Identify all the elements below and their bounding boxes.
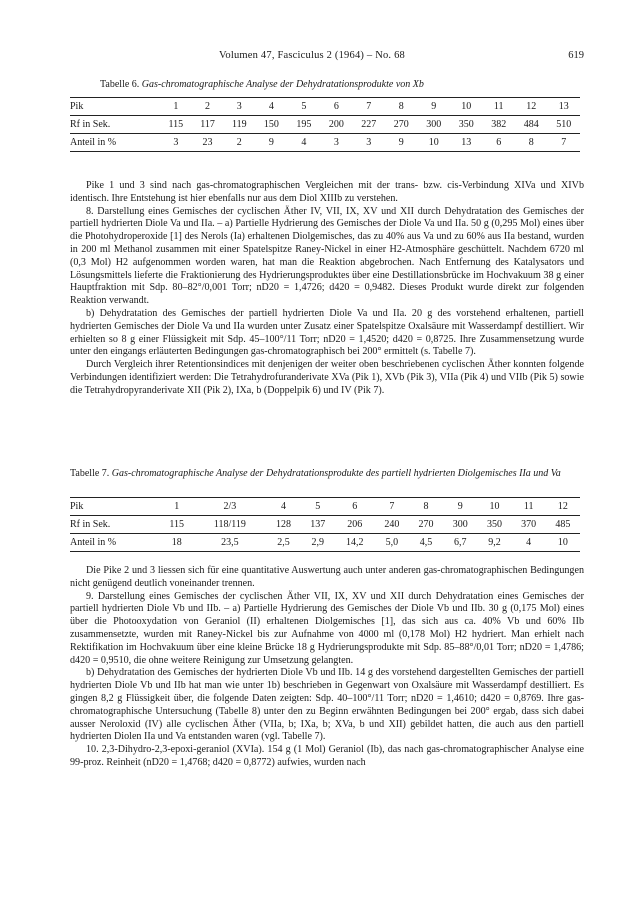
table-cell: 5 [301, 498, 335, 516]
table-cell: 6 [320, 98, 352, 116]
table-cell: 9 [255, 134, 287, 152]
row-label: Anteil in % [70, 134, 160, 152]
table-cell: 23 [192, 134, 224, 152]
table-cell: 270 [409, 516, 443, 534]
table7 [70, 497, 580, 552]
table7-caption-label: Tabelle 7. [70, 468, 110, 479]
table-cell: 10 [477, 498, 511, 516]
table-row [70, 498, 580, 516]
table-row [70, 534, 580, 552]
table-cell: 117 [192, 116, 224, 134]
paragraph-7: b) Dehydratation des Gemisches der hydrierten Diole Vb und IIb. 14 g des vorstehend dargestellten Gemisches der partiell hydrierten Diole Vb und IIb hat man wie unter 1b) beschrieben in Gegenwart von Oxalsäure mit Wasserdampf destilliert. Es gingen 8,2 g Flüssigkeit über, die folgende Daten zeigten: Sdp. 40–100°/11 Torr; nD20 = 1,4610; d420 = 0,8769. Ihre gas-chromatographische Untersuchung (Tabelle 8) unter den zu Beginn erwähnten Bedingungen bei 200° ergab, dass sich dabei ausser Neroloxid (IV) alle cyclischen Äther (VIIa, b; IXa, b; XVa, b und XII) gebildet hatten, die auch aus den partiell hydrierten Diolen IIa und Va entstanden waren (vgl. Tabelle 7). [70, 667, 584, 743]
table-cell: 300 [443, 516, 477, 534]
row-label: Anteil in % [70, 534, 160, 552]
table-cell: 9 [385, 134, 417, 152]
table-cell: 115 [160, 516, 193, 534]
table-cell: 485 [546, 516, 580, 534]
row-label: Rf in Sek. [70, 116, 160, 134]
table-cell: 7 [547, 134, 580, 152]
table-row [70, 134, 580, 152]
table-cell: 2/3 [193, 498, 266, 516]
table-cell: 10 [418, 134, 450, 152]
table-cell: 18 [160, 534, 193, 552]
table-cell: 227 [353, 116, 385, 134]
page-number: 619 [568, 50, 584, 61]
table-row [70, 516, 580, 534]
table-cell: 8 [515, 134, 547, 152]
table-cell: 13 [450, 134, 482, 152]
table-cell: 4 [266, 498, 300, 516]
table-cell: 382 [483, 116, 515, 134]
table-cell: 240 [375, 516, 409, 534]
table-cell: 8 [409, 498, 443, 516]
table6-caption [100, 78, 580, 91]
table-cell: 370 [512, 516, 546, 534]
table-cell: 3 [223, 98, 255, 116]
table-cell: 10 [546, 534, 580, 552]
table7-caption [70, 467, 584, 480]
table-cell: 7 [375, 498, 409, 516]
table-cell: 14,2 [335, 534, 375, 552]
table-cell: 195 [288, 116, 320, 134]
table-cell: 300 [418, 116, 450, 134]
table-cell: 270 [385, 116, 417, 134]
table-cell: 200 [320, 116, 352, 134]
table-cell: 12 [515, 98, 547, 116]
running-title: Volumen 47, Fasciculus 2 (1964) – No. 68 [218, 50, 405, 61]
table-cell: 11 [483, 98, 515, 116]
table-cell: 350 [477, 516, 511, 534]
paragraph-8: 10. 2,3-Dihydro-2,3-epoxi-geraniol (XVIa). 154 g (1 Mol) Geraniol (Ib), das nach gas-chromatographischer Analyse eine 99-proz. Reinheit (nD20 = 1,4768; d420 = 0,8772) aufwies, wurden nach [70, 744, 584, 768]
paragraph-2: 8. Darstellung eines Gemisches der cyclischen Äther IV, VII, IX, XV und XII durch Dehydratation des Gemisches der partiell hydrierten Diole Va und IIa. – a) Partielle Hydrierung des Gemisches der Diole Va und IIa. 50 g (0,295 Mol) eines über die Photohydroperoxide [1] des Nerols (Ia) erhaltenen Diolgemisches, das zu 40% aus Va und zu 60% aus IIa bestand, wurden in 200 ml Methanol zusammen mit einer Spatelspitze Raney-Nickel in einer H2-Atmosphäre geschüttelt. Nachdem 6720 ml (0,3 Mol) H2 aufgenommen worden waren, hat man die Reaktion abgebrochen. Nach Entfernung des Katalysators und Lösungsmittels lieferte die Fraktionierung des Hydrierungsproduktes über eine Destillationsbrücke im Hochvakuum 38 g einer Hauptfraktion mit Sdp. 80–82°/0,001 Torr; nD20 = 1,4726; d420 = 0,9482. Dieses Produkt wurde direkt zur folgenden Reaktion verwandt. [70, 205, 584, 307]
table-cell: 350 [450, 116, 482, 134]
body-block-2 [70, 565, 584, 770]
table-cell: 13 [547, 98, 580, 116]
table-cell: 12 [546, 498, 580, 516]
paragraph-6: 9. Darstellung eines Gemisches der cyclischen Äther VII, IX, XV und XII durch Dehydratation eines Gemisches der partiell hydrierten Diole Vb und IIb. – a) Partielle Hydrierung des Gemisches der Diole Vb und IIb. 30 g (0,175 Mol) eines über die Photooxydation von Geraniol (II) erhaltenen Diolgemisches [1], das sich aus ca. 40% Vb und 60% IIb zusammensetzte, wurden mit Raney-Nickel bis zur Aufnahme von 4000 ml (0,178 Mol) H2 hydriert. Man erhielt nach Rektifikation im Hochvakuum über eine kleine Brücke 18 g Hydrierungsprodukte mit Sdp. 85–88°/0,01 Torr; nD20 = 1,4786; d420 = 0,9510, die ohne weitere Reinigung zur Umsetzung gelangten. [70, 590, 584, 666]
table-cell: 150 [255, 116, 287, 134]
table-row [70, 98, 580, 116]
table-cell: 2,5 [266, 534, 300, 552]
table-cell: 4 [512, 534, 546, 552]
table-cell: 9,2 [477, 534, 511, 552]
row-label: Pik [70, 498, 160, 516]
row-label: Rf in Sek. [70, 516, 160, 534]
table6-caption-title: Gas-chromatographische Analyse der Dehydratationsprodukte von Xb [141, 79, 424, 90]
table-cell: 3 [320, 134, 352, 152]
table-cell: 128 [266, 516, 300, 534]
body-block-1 [70, 180, 584, 398]
table-cell: 9 [418, 98, 450, 116]
table-cell: 3 [353, 134, 385, 152]
paragraph-4: Durch Vergleich ihrer Retentionsindices mit denjenigen der weiter oben beschriebenen cyclischen Äther konnten folgende Verbindungen identifiziert werden: Die Tetrahydrofuranderivate XVa (Pik 1), XVb (Pik 3), VIIa (Pik 4) und VIIb (Pik 5) sowie die Tetrahydropyranderivate XII (Pik 2), IXa, b (Doppelpik 6) und IV (Pik 7). [70, 359, 584, 396]
row-label: Pik [70, 98, 160, 116]
table-cell: 6 [483, 134, 515, 152]
running-header [0, 50, 624, 64]
table-cell: 2 [223, 134, 255, 152]
table-cell: 11 [512, 498, 546, 516]
paragraph-1: Pike 1 und 3 sind nach gas-chromatographischen Vergleichen mit der trans- bzw. cis-Verbindung XIVa und XIVb identisch. Ihre Entstehung ist hier ebenfalls nur aus dem Diol XIIIb zu verstehen. [70, 180, 584, 204]
table-cell: 484 [515, 116, 547, 134]
table-cell: 5 [288, 98, 320, 116]
table-cell: 1 [160, 98, 192, 116]
table-cell: 10 [450, 98, 482, 116]
table-cell: 510 [547, 116, 580, 134]
table-cell: 137 [301, 516, 335, 534]
table6 [70, 97, 580, 152]
table-cell: 6 [335, 498, 375, 516]
table-cell: 119 [223, 116, 255, 134]
table-cell: 4 [288, 134, 320, 152]
paragraph-5: Die Pike 2 und 3 liessen sich für eine quantitative Auswertung auch unter anderen gas-chromatographischen Bedingungen nicht genügend deutlich voneinander trennen. [70, 565, 584, 589]
table-cell: 5,0 [375, 534, 409, 552]
table-cell: 2,9 [301, 534, 335, 552]
table-cell: 7 [353, 98, 385, 116]
table-cell: 4 [255, 98, 287, 116]
paragraph-3: b) Dehydratation des Gemisches der partiell hydrierten Diole Va und IIa. 20 g des vorstehend erhaltenen, partiell hydrierten Gemisches der Diole Va und IIa wurden unter Zusatz einer Spatelspitze Oxalsäure mit Wasserdampf destilliert. Wir erhielten so 8 g einer Flüssigkeit mit Sdp. 45–100°/11 Torr; nD20 = 1,4520; d420 = 0,8725. Ihre Zusammensetzung wurde unter den eingangs erläuterten Bedingungen gas-chromatographisch bei 200° ermittelt (s. Tabelle 7). [70, 307, 584, 358]
table-cell: 206 [335, 516, 375, 534]
table-cell: 1 [160, 498, 193, 516]
table-cell: 118/119 [193, 516, 266, 534]
table7-caption-title: Gas-chromatographische Analyse der Dehydratationsprodukte des partiell hydrierten Diolgemisches IIa und Va [111, 468, 561, 479]
table-cell: 6,7 [443, 534, 477, 552]
table-cell: 9 [443, 498, 477, 516]
table-cell: 115 [160, 116, 192, 134]
table-cell: 4,5 [409, 534, 443, 552]
table-row [70, 116, 580, 134]
table-cell: 23,5 [193, 534, 266, 552]
table-cell: 3 [160, 134, 192, 152]
table-cell: 2 [192, 98, 224, 116]
table6-caption-label: Tabelle 6. [100, 79, 140, 90]
table-cell: 8 [385, 98, 417, 116]
